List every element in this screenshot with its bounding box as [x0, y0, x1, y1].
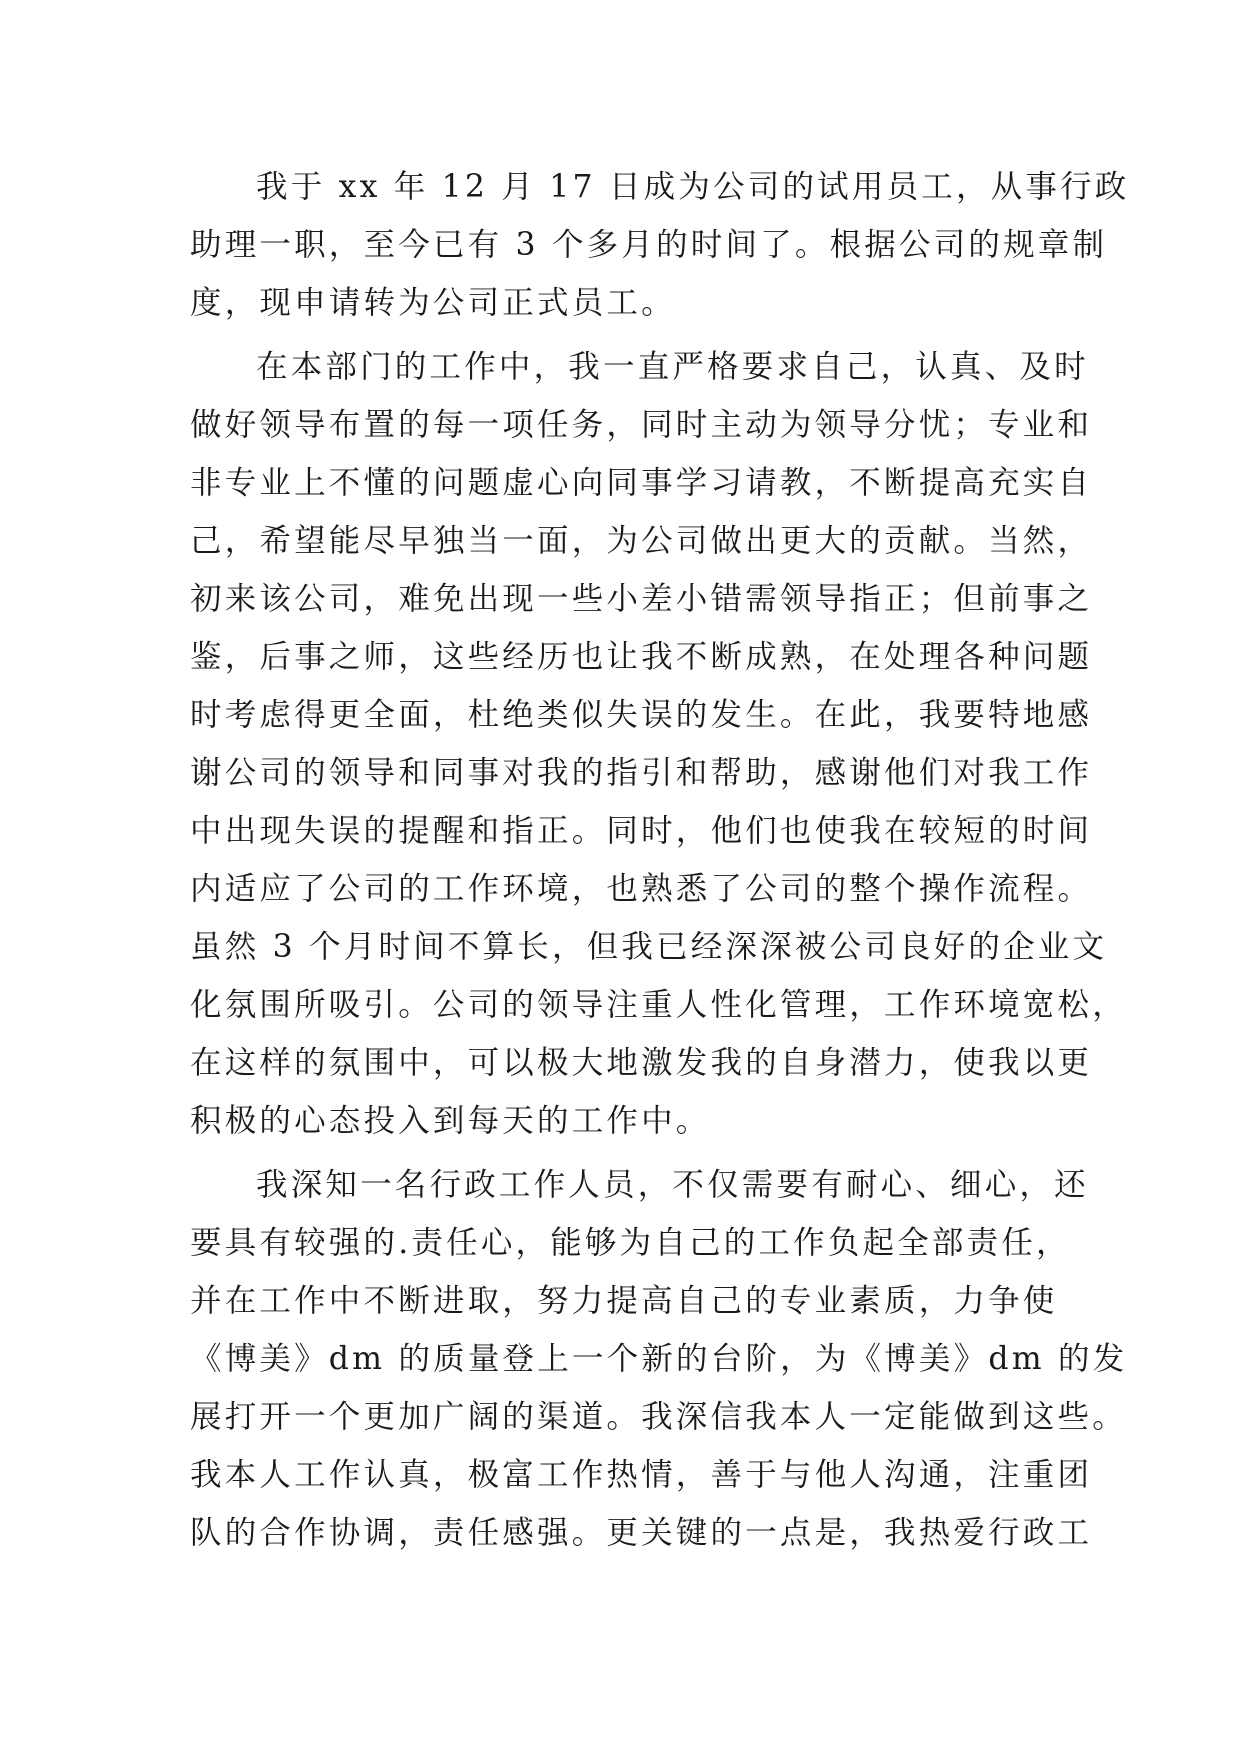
- paragraph-2: [190, 338, 1127, 1150]
- paragraph-line: 并在工作中不断进取，努力提高自己的专业素质，力争使: [190, 1283, 1058, 1319]
- document-body: [190, 158, 1130, 1562]
- paragraph-line: 内适应了公司的工作环境，也熟悉了公司的整个操作流程。: [190, 871, 1093, 907]
- paragraph-line: 要具有较强的.责任心，能够为自己的工作负起全部责任，: [190, 1225, 1071, 1261]
- paragraph-line: 我本人工作认真，极富工作热情，善于与他人沟通，注重团: [190, 1457, 1093, 1493]
- paragraph-line: 助理一职，至今已有 3 个多月的时间了。根据公司的规章制: [190, 227, 1108, 263]
- paragraph-line: 己，希望能尽早独当一面，为公司做出更大的贡献。当然，: [190, 523, 1093, 559]
- paragraph-line: 在这样的氛围中，可以极大地激发我的自身潜力，使我以更: [190, 1045, 1093, 1081]
- paragraph-line: 非专业上不懂的问题虚心向同事学习请教，不断提高充实自: [190, 465, 1093, 501]
- paragraph-line: 展打开一个更加广阔的渠道。我深信我本人一定能做到这些。: [190, 1399, 1127, 1435]
- paragraph-line: 虽然 3 个月时间不算长，但我已经深深被公司良好的企业文: [190, 929, 1108, 965]
- paragraph-line: 做好领导布置的每一项任务，同时主动为领导分忧；专业和: [190, 407, 1093, 443]
- paragraph-line: 在本部门的工作中，我一直严格要求自己，认真、及时: [256, 349, 1089, 385]
- paragraph-line: 时考虑得更全面，杜绝类似失误的发生。在此，我要特地感: [190, 697, 1093, 733]
- paragraph-line: 中出现失误的提醒和指正。同时，他们也使我在较短的时间: [190, 813, 1093, 849]
- paragraph-line: 鉴，后事之师，这些经历也让我不断成熟，在处理各种问题: [190, 639, 1093, 675]
- paragraph-line: 我深知一名行政工作人员，不仅需要有耐心、细心，还: [256, 1167, 1089, 1203]
- paragraph-line: 《博美》dm 的质量登上一个新的台阶，为《博美》dm 的发: [190, 1341, 1128, 1377]
- paragraph-line: 队的合作协调，责任感强。更关键的一点是，我热爱行政工: [190, 1515, 1093, 1551]
- paragraph-line: 我于 xx 年 12 月 17 日成为公司的试用员工，从事行政: [256, 169, 1130, 205]
- paragraph-1: [190, 158, 1130, 332]
- paragraph-line: 化氛围所吸引。公司的领导注重人性化管理，工作环境宽松，: [190, 987, 1127, 1023]
- paragraph-line: 谢公司的领导和同事对我的指引和帮助，感谢他们对我工作: [190, 755, 1093, 791]
- paragraph-3: [190, 1156, 1128, 1562]
- paragraph-line: 初来该公司，难免出现一些小差小错需领导指正；但前事之: [190, 581, 1093, 617]
- paragraph-line: 积极的心态投入到每天的工作中。: [190, 1103, 711, 1139]
- paragraph-line: 度，现申请转为公司正式员工。: [190, 285, 676, 321]
